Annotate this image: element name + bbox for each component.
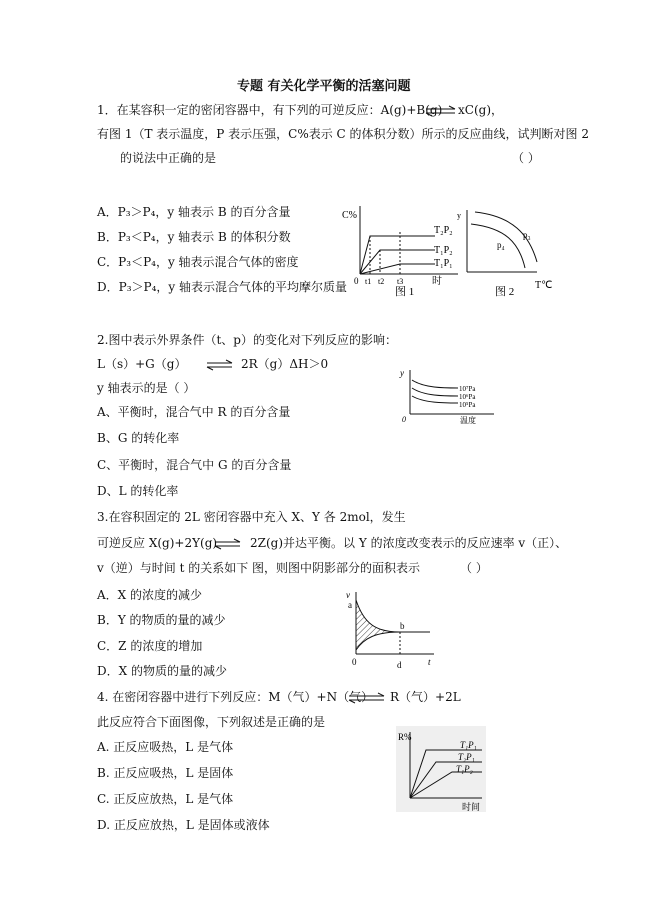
fig2-curve-p3: p₃	[523, 230, 531, 240]
q4-stem-line1b: R（气）+2L	[390, 690, 461, 704]
q2-fig-p7: 10⁷Pa	[459, 385, 476, 393]
equilibrium-arrow-icon	[206, 359, 234, 371]
fig1-curve-t1p2: T₁P₂	[434, 245, 453, 256]
q2-figure	[394, 366, 504, 426]
q3-option-c: C．Z 的浓度的增加	[97, 639, 203, 653]
q3-fig-xlabel: t	[428, 657, 431, 667]
q3-fig-origin: 0	[352, 657, 357, 667]
q1-option-c: C．P₃＜P₄，y 轴表示混合气体的密度	[97, 255, 299, 269]
q4-fig-xlabel: 时间	[462, 802, 481, 812]
fig2-caption: 图 2	[495, 286, 515, 298]
q4-figure	[396, 726, 488, 814]
fig1-curve-t1p1: T₁P₁	[434, 258, 453, 269]
fig1-xlabel: 时	[432, 276, 442, 287]
q4-option-d: D. 正反应放热，L 是固体或液体	[97, 818, 270, 832]
q2-option-c: C、平衡时，混合气中 G 的百分含量	[97, 458, 292, 472]
fig1-caption: 图 1	[395, 286, 415, 298]
fig2-ylabel: y	[457, 211, 461, 220]
q4-fig-curve-t1p2: T₁P₂	[456, 764, 473, 774]
fig1-tick-0: 0	[354, 276, 359, 286]
q2-fig-p6: 10⁶Pa	[459, 393, 476, 401]
q2-reaction-left: L（s）+G（g）	[97, 357, 187, 371]
q3-figure	[342, 588, 442, 672]
q3-fig-ylabel: v	[346, 590, 350, 600]
q2-fig-origin: 0	[402, 415, 406, 424]
q2-stem-line3: y 轴表示的是（ ）	[97, 381, 196, 395]
q2-fig-xlabel: 温度	[460, 416, 476, 425]
q3-option-a: A．X 的浓度的减少	[97, 588, 203, 602]
q1-option-a: A．P₃＞P₄，y 轴表示 B 的百分含量	[97, 205, 291, 219]
q2-fig-p5: 10⁵Pa	[459, 401, 476, 409]
q4-fig-curve-t2p1: T₂P₁	[458, 752, 475, 762]
q4-fig-ylabel: R%	[398, 732, 412, 742]
q1-figure-1	[340, 198, 465, 298]
q4-option-c: C. 正反应放热，L 是气体	[97, 792, 234, 806]
q3-fig-b: b	[400, 621, 405, 631]
q3-stem-line3: v（逆）与时间 t 的关系如下 图，则图中阴影部分的面积表示	[97, 561, 421, 575]
q4-fig-curve-t1p1: T₁P₁	[460, 740, 477, 750]
q1-stem-line2: 有图 1（T 表示温度，P 表示压强，C%表示 C 的体积分数）所示的反应曲线，试判断对图 2	[97, 127, 590, 141]
fig2-xlabel: T℃	[535, 280, 553, 291]
q2-option-a: A、平衡时，混合气中 R 的百分含量	[97, 405, 291, 419]
q1-option-d: D．P₃＞P₄，y 轴表示混合气体的平均摩尔质量	[97, 280, 347, 294]
fig2-curve-p4: p₄	[497, 240, 505, 250]
equilibrium-arrow-icon	[348, 692, 386, 704]
fig1-tick-t3: t3	[397, 277, 404, 286]
q3-option-d: D．X 的物质的量的减少	[97, 664, 227, 678]
q4-stem-line2: 此反应符合下面图像，下列叙述是正确的是	[97, 715, 326, 729]
q3-fig-a: a	[348, 600, 352, 610]
fig1-curve-t2p2: T₂P₂	[434, 225, 453, 236]
q1-stem-line1: 1．在某容积一定的密闭容器中，有下列的可逆反应：A(g)+B(g)	[97, 103, 443, 117]
q3-answer-paren: （ ）	[460, 561, 488, 575]
q3-stem-line2a: 可逆反应 X(g)+2Y(g)	[97, 536, 218, 550]
q1-stem-line3: 的说法中正确的是	[120, 151, 217, 165]
q4-option-a: A. 正反应吸热，L 是气体	[97, 740, 234, 754]
q2-fig-ylabel: y	[400, 368, 404, 378]
q4-stem-line1a: 4. 在密闭容器中进行下列反应：M（气）+N（气）	[97, 690, 374, 704]
q3-option-b: B．Y 的物质的量的减少	[97, 613, 226, 627]
equilibrium-arrow-icon	[425, 105, 457, 117]
q1-stem-line1b: xC(g)，	[458, 103, 503, 117]
q4-option-b: B. 正反应吸热，L 是固体	[97, 766, 234, 780]
q2-option-d: D、L 的转化率	[97, 484, 179, 498]
fig1-tick-t2: t2	[378, 277, 385, 286]
page-title: 专题 有关化学平衡的活塞问题	[237, 79, 411, 94]
q1-answer-paren: （ ）	[512, 151, 540, 165]
fig1-tick-t1: t1	[365, 277, 372, 286]
q2-stem-line1: 2.图中表示外界条件（t、p）的变化对下列反应的影响：	[97, 333, 397, 347]
equilibrium-arrow-icon	[214, 538, 242, 550]
q2-option-b: B、G 的转化率	[97, 431, 180, 445]
q3-stem-line2b: 2Z(g)并达平衡。以 Y 的浓度改变表示的反应速率 v（正）、	[250, 536, 568, 550]
q3-fig-d: d	[397, 660, 402, 670]
q2-reaction-right: 2R（g）ΔH＞0	[241, 357, 329, 371]
q3-stem-line1: 3.在容积固定的 2L 密闭容器中充入 X、Y 各 2mol，发生	[97, 510, 406, 524]
q1-option-b: B．P₃＜P₄，y 轴表示 B 的体积分数	[97, 230, 291, 244]
fig1-ylabel: C%	[342, 210, 357, 221]
q1-figure-2	[457, 206, 557, 298]
